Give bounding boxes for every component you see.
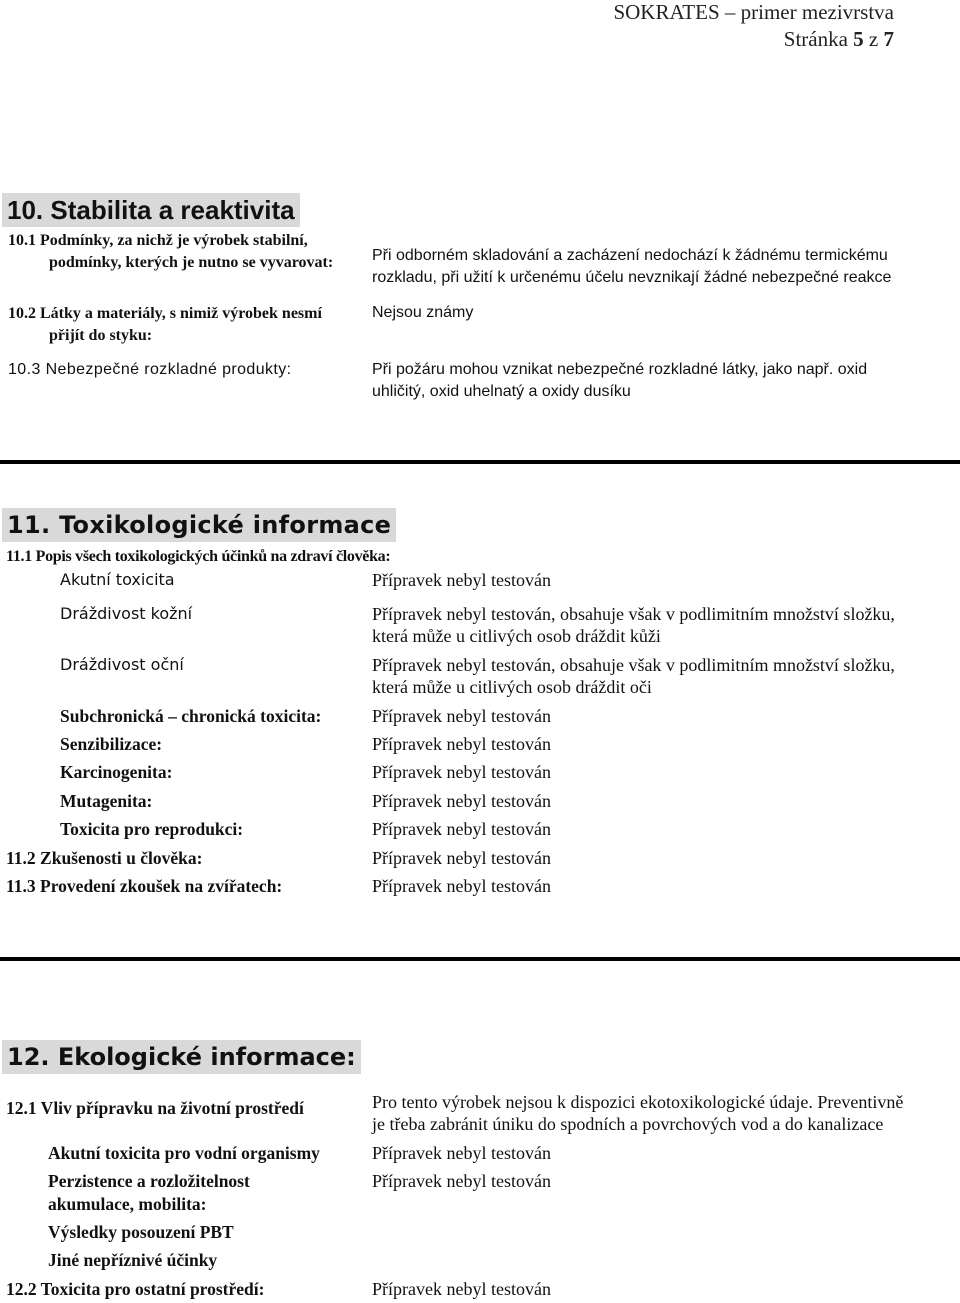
section-divider — [0, 957, 960, 961]
eye-irritation-label: Dráždivost oční — [60, 655, 184, 674]
persistence-label-line1: Perzistence a rozložitelnost — [48, 1171, 250, 1191]
s10-r2-value: Nejsou známy — [372, 304, 474, 321]
s10-r2-label-line1: 10.2 Látky a materiály, s nimiž výrobek nesmí — [8, 305, 322, 322]
other-effects-label: Jiné nepříznivé účinky — [48, 1250, 218, 1270]
reproductive-toxicity-value: Přípravek nebyl testován — [372, 819, 551, 839]
s10-r3-label: 10.3 Nebezpečné rozkladné produkty: — [8, 361, 292, 378]
persistence-label-line2: akumulace, mobilita: — [48, 1194, 207, 1214]
subchronic-label: Subchronická – chronická toxicita: — [60, 706, 322, 726]
page-number: 5 — [853, 27, 864, 51]
s10-r1-label-line1: 10.1 Podmínky, za nichž je výrobek stabilní, — [8, 232, 308, 249]
mutagenicity-value: Přípravek nebyl testován — [372, 791, 551, 811]
page-indicator — [784, 27, 894, 52]
s10-r2-label-line2: přijít do styku: — [49, 327, 153, 344]
section-11-title: 11. Toxikologické informace — [2, 508, 396, 542]
mutagenicity-label: Mutagenita: — [60, 791, 153, 811]
eye-irritation-value-line1: Přípravek nebyl testován, obsahuje však v podlimitním množství složku, — [372, 655, 895, 675]
s10-r1-value-line2: rozkladu, při užití k určenému účelu nevznikají žádné nebezpečné reakce — [372, 269, 892, 286]
acute-toxicity-value: Přípravek nebyl testován — [372, 570, 551, 590]
document-title: SOKRATES – primer mezivrstva — [613, 0, 894, 24]
section-10-title: 10. Stabilita a reaktivita — [2, 193, 300, 227]
carcinogenicity-value: Přípravek nebyl testován — [372, 762, 551, 782]
pbt-label: Výsledky posouzení PBT — [48, 1222, 234, 1242]
s11-2-label: 11.2 Zkušenosti u člověka: — [6, 848, 203, 868]
acute-toxicity-label: Akutní toxicita — [60, 570, 175, 589]
s12-1-value-line1: Pro tento výrobek nejsou k dispozici ekotoxikologické údaje. Preventivně — [372, 1092, 904, 1112]
aquatic-toxicity-value: Přípravek nebyl testován — [372, 1143, 551, 1163]
s11-3-label: 11.3 Provedení zkoušek na zvířatech: — [6, 876, 283, 896]
s11-sub1: 11.1 Popis všech toxikologických účinků na zdraví člověka: — [6, 548, 391, 565]
section-divider — [0, 460, 960, 464]
aquatic-toxicity-label: Akutní toxicita pro vodní organismy — [48, 1143, 320, 1163]
skin-irritation-value-line1: Přípravek nebyl testován, obsahuje však v podlimitním množství složku, — [372, 604, 895, 624]
persistence-value: Přípravek nebyl testován — [372, 1171, 551, 1191]
page-of: z — [868, 27, 879, 51]
subchronic-value: Přípravek nebyl testován — [372, 706, 551, 726]
section-12-title: 12. Ekologické informace: — [2, 1040, 361, 1074]
s11-3-value: Přípravek nebyl testován — [372, 876, 551, 896]
s12-2-value: Přípravek nebyl testován — [372, 1279, 551, 1299]
s10-r3-value-line1: Při požáru mohou vznikat nebezpečné rozkladné látky, jako např. oxid — [372, 361, 868, 378]
eye-irritation-value-line2: která může u citlivých osob dráždit oči — [372, 677, 652, 697]
page-label: Stránka — [783, 27, 848, 51]
skin-irritation-value-line2: která může u citlivých osob dráždit kůži — [372, 626, 661, 646]
s12-2-label: 12.2 Toxicita pro ostatní prostředí: — [6, 1279, 265, 1299]
s10-r1-label-line2: podmínky, kterých je nutno se vyvarovat: — [49, 254, 334, 271]
s11-2-value: Přípravek nebyl testován — [372, 848, 551, 868]
s12-1-label: 12.1 Vliv přípravku na životní prostředí — [6, 1098, 304, 1118]
skin-irritation-label: Dráždivost kožní — [60, 604, 193, 623]
carcinogenicity-label: Karcinogenita: — [60, 762, 173, 782]
s12-1-value-line2: je třeba zabránit úniku do spodních a povrchových vod a do kanalizace — [372, 1114, 884, 1134]
reproductive-toxicity-label: Toxicita pro reprodukci: — [60, 819, 244, 839]
s10-r1-value-line1: Při odborném skladování a zacházení nedochází k žádnému termickému — [372, 247, 888, 264]
s10-r3-value-line2: uhličitý, oxid uhelnatý a oxidy dusíku — [372, 383, 631, 400]
sensitization-label: Senzibilizace: — [60, 734, 163, 754]
page-total: 7 — [883, 27, 894, 51]
sensitization-value: Přípravek nebyl testován — [372, 734, 551, 754]
